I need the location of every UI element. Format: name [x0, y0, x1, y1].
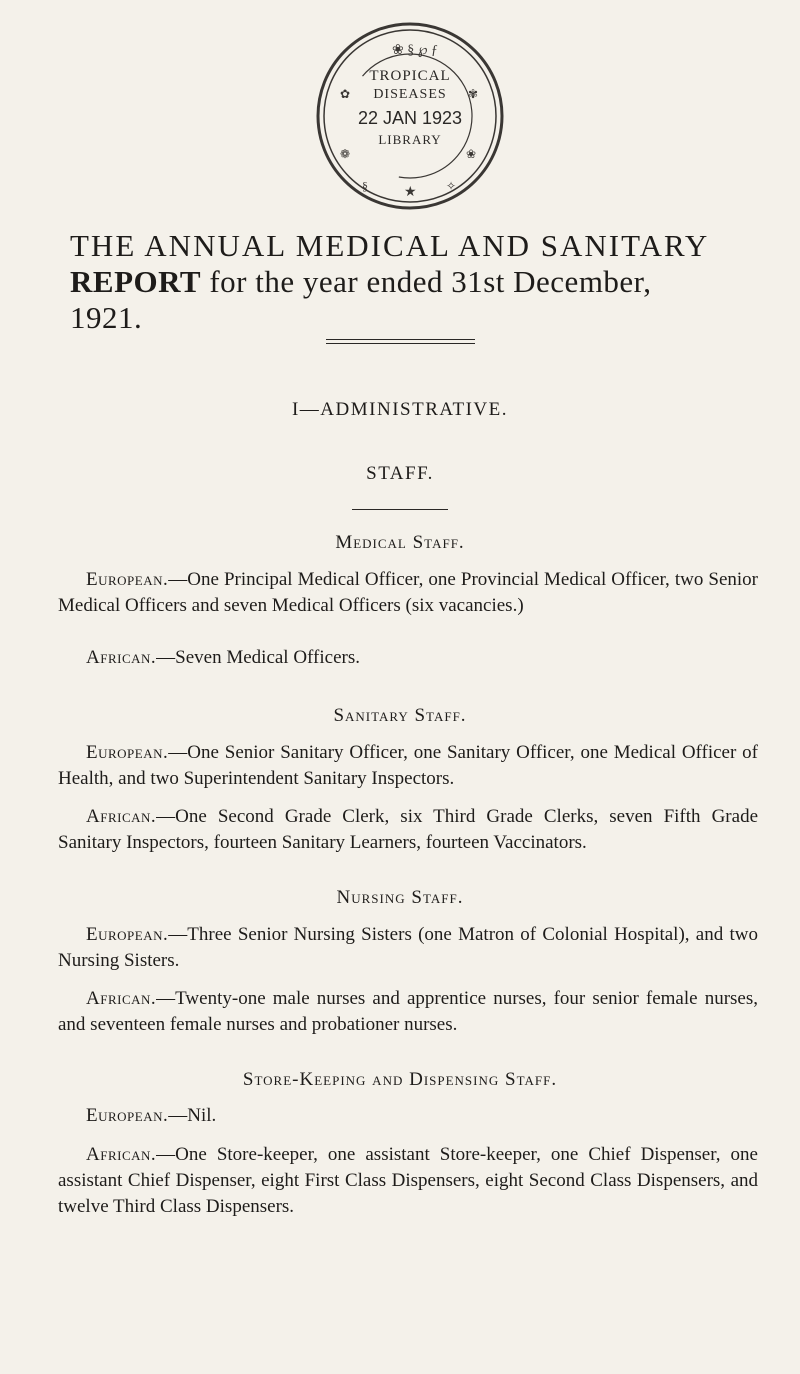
nursing-african-text: —Twenty-one male nurses and apprentice nurses, four senior female nurses, and seventeen female nurses and probationer nurses. — [58, 988, 758, 1035]
title-line-3: 1921. — [70, 300, 143, 335]
store-african-text: —One Store-keeper, one assistant Store-keeper, one Chief Dispenser, one assistant Chief Dispenser, eight First Class Dispensers, eight Second Class Dispensers, and twelve Third Class Dispensers. — [58, 1144, 758, 1217]
title-line-2 — [70, 264, 770, 300]
staff-heading: STAFF. — [366, 463, 434, 484]
stamp-line-library: LIBRARY — [378, 132, 442, 147]
title-line-2-rest: for the year ended 31st December, — [201, 264, 652, 299]
report-title — [70, 228, 770, 336]
store-european-paragraph — [58, 1103, 758, 1129]
stamp-line-diseases: DISEASES — [373, 87, 447, 102]
nursing-european-paragraph — [58, 922, 758, 974]
sanitary-african-paragraph — [58, 804, 758, 856]
nursing-african-paragraph — [58, 986, 758, 1038]
title-report-word: REPORT — [70, 264, 202, 299]
svg-text:✿: ✿ — [340, 87, 351, 101]
svg-text:✧: ✧ — [446, 179, 457, 193]
nursing-european-lead: European. — [86, 924, 169, 945]
svg-text:★: ★ — [404, 185, 417, 200]
stamp-date: 22 JAN 1923 — [357, 108, 463, 128]
medical-european-lead: European. — [86, 569, 169, 590]
double-rule-bottom — [326, 343, 475, 344]
medical-staff-heading: Medical Staff. — [335, 532, 465, 553]
stamp-line-tropical: TROPICAL — [369, 68, 451, 84]
svg-text:✾: ✾ — [468, 87, 479, 101]
double-rule-top — [326, 339, 475, 340]
sanitary-african-text: —One Second Grade Clerk, six Third Grade Clerks, seven Fifth Grade Sanitary Inspectors, fourteen Sanitary Learners, fourteen Vaccinators. — [58, 806, 758, 853]
sanitary-staff-heading: Sanitary Staff. — [333, 705, 467, 726]
section-heading: I—ADMINISTRATIVE. — [291, 399, 508, 420]
sanitary-african-lead: African. — [86, 806, 157, 827]
nursing-african-lead: African. — [86, 988, 157, 1009]
medical-african-lead: African. — [86, 647, 157, 668]
medical-european-text: —One Principal Medical Officer, one Provincial Medical Officer, two Senior Medical Officers and seven Medical Officers (six vacancies.) — [58, 569, 758, 616]
medical-african-text: —Seven Medical Officers. — [156, 647, 360, 668]
svg-text:❀ § ℘ ƒ: ❀ § ℘ ƒ — [392, 43, 438, 58]
svg-text:❀: ❀ — [466, 147, 477, 161]
medical-european-paragraph — [58, 567, 758, 619]
nursing-staff-heading: Nursing Staff. — [336, 887, 464, 908]
sanitary-european-text: —One Senior Sanitary Officer, one Sanitary Officer, one Medical Officer of Health, and two Superintendent Sanitary Inspectors. — [58, 742, 758, 789]
store-european-lead: European. — [86, 1105, 169, 1126]
library-stamp — [300, 18, 520, 214]
store-european-text: —Nil. — [168, 1105, 217, 1126]
medical-african-paragraph — [58, 645, 758, 671]
staff-rule — [352, 509, 448, 510]
store-staff-heading: Store-Keeping and Dispensing Staff. — [242, 1069, 558, 1090]
title-line-1: THE ANNUAL MEDICAL AND SANITARY — [70, 228, 710, 263]
sanitary-european-lead: European. — [86, 742, 169, 763]
store-african-paragraph — [58, 1142, 758, 1220]
svg-text:§: § — [362, 179, 368, 193]
svg-text:❁: ❁ — [340, 147, 351, 161]
nursing-european-text: —Three Senior Nursing Sisters (one Matron of Colonial Hospital), and two Nursing Sisters. — [58, 924, 758, 971]
sanitary-european-paragraph — [58, 740, 758, 792]
store-african-lead: African. — [86, 1144, 157, 1165]
